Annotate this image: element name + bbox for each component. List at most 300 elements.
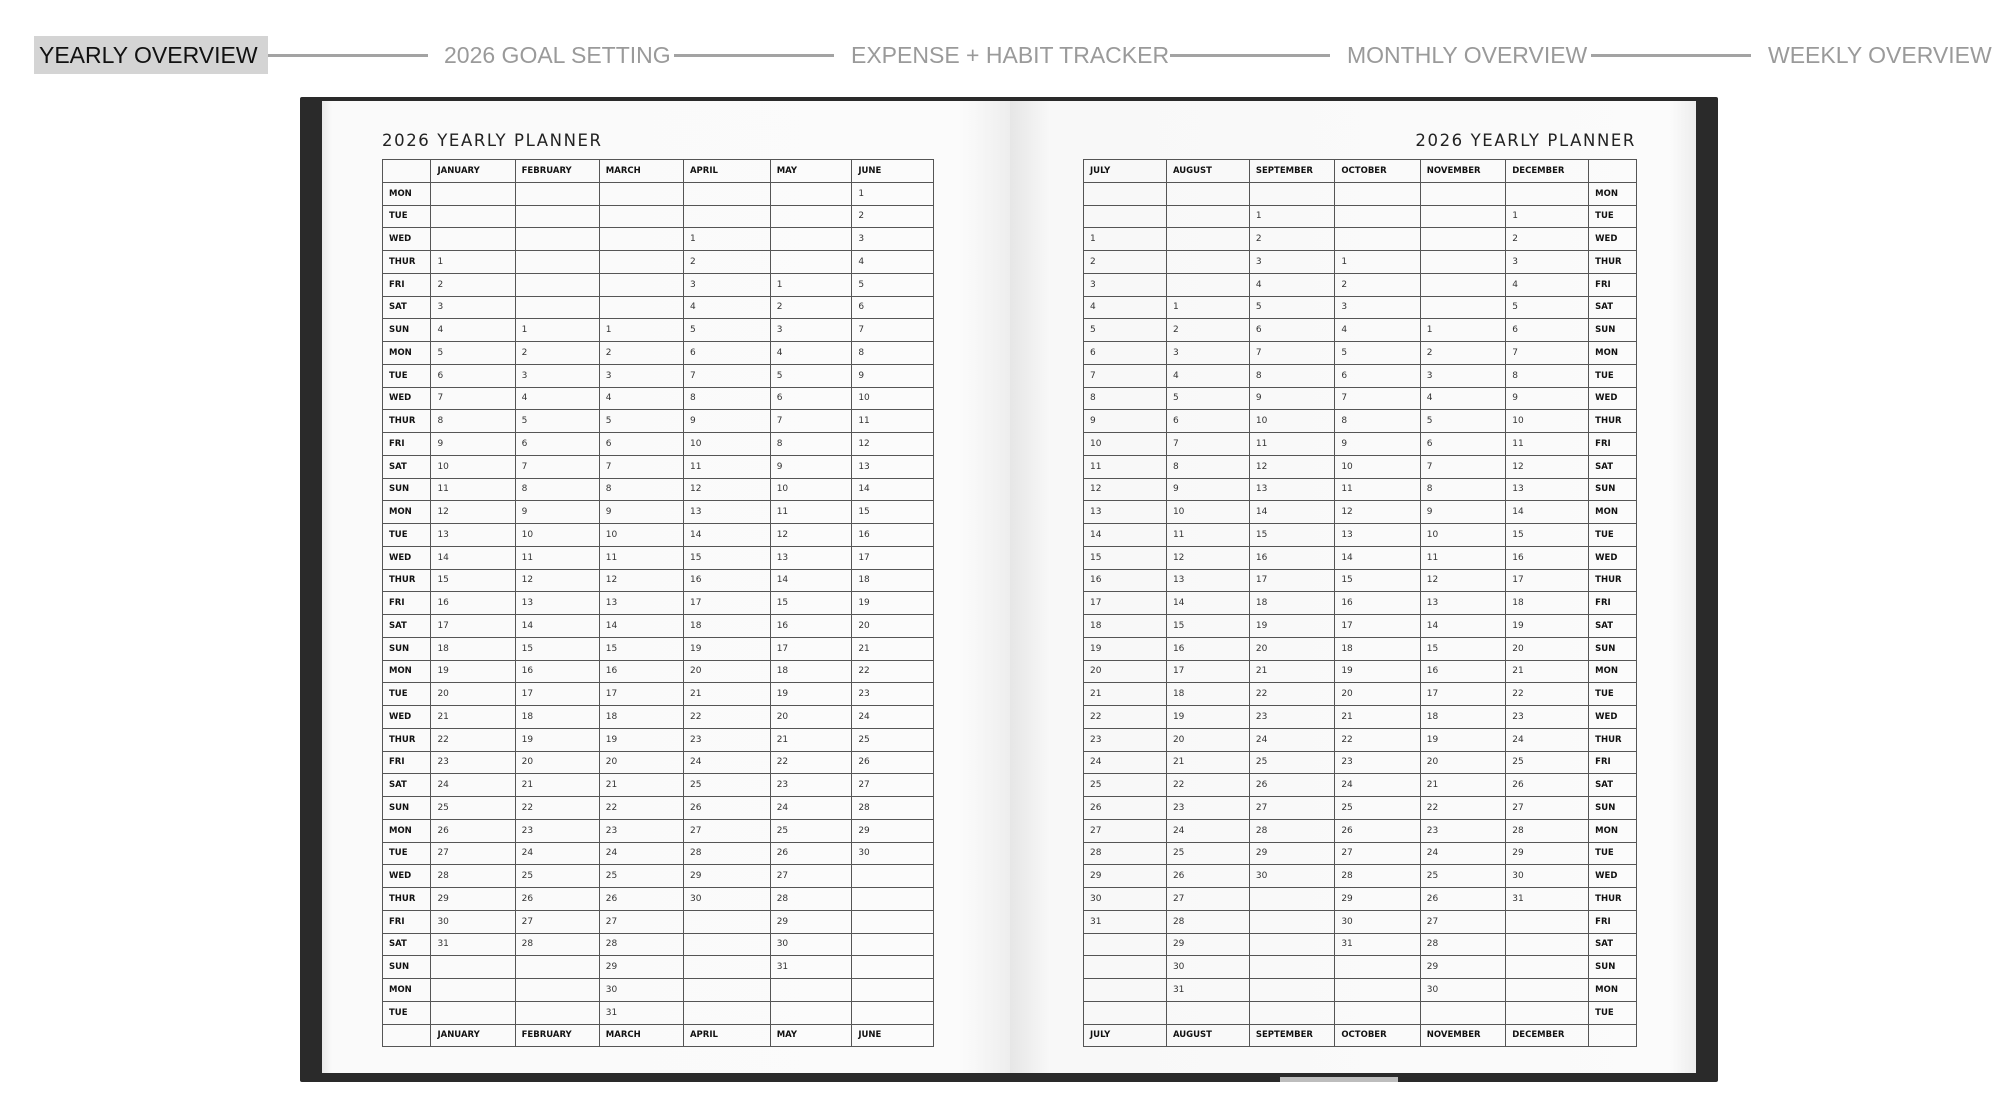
- date-cell[interactable]: 29: [770, 910, 852, 933]
- date-cell[interactable]: 20: [1166, 728, 1249, 751]
- date-cell[interactable]: 12: [1249, 455, 1334, 478]
- date-cell[interactable]: [683, 910, 770, 933]
- date-cell[interactable]: 10: [770, 478, 852, 501]
- date-cell[interactable]: 22: [1249, 683, 1334, 706]
- date-cell[interactable]: 22: [599, 797, 683, 820]
- date-cell[interactable]: 7: [599, 455, 683, 478]
- date-cell[interactable]: 8: [599, 478, 683, 501]
- date-cell[interactable]: 15: [1506, 524, 1589, 547]
- date-cell[interactable]: 15: [599, 637, 683, 660]
- date-cell[interactable]: 18: [431, 637, 515, 660]
- date-cell[interactable]: [1420, 1001, 1505, 1024]
- date-cell[interactable]: 14: [770, 569, 852, 592]
- date-cell[interactable]: 15: [1249, 524, 1334, 547]
- date-cell[interactable]: 14: [1420, 615, 1505, 638]
- date-cell[interactable]: [770, 228, 852, 251]
- date-cell[interactable]: 26: [1166, 865, 1249, 888]
- date-cell[interactable]: 17: [1506, 569, 1589, 592]
- date-cell[interactable]: 19: [770, 683, 852, 706]
- date-cell[interactable]: [1249, 933, 1334, 956]
- date-cell[interactable]: 31: [1084, 910, 1167, 933]
- date-cell[interactable]: 28: [431, 865, 515, 888]
- date-cell[interactable]: [770, 205, 852, 228]
- date-cell[interactable]: 16: [599, 660, 683, 683]
- date-cell[interactable]: 19: [599, 728, 683, 751]
- date-cell[interactable]: 5: [1335, 342, 1420, 365]
- date-cell[interactable]: 31: [599, 1001, 683, 1024]
- date-cell[interactable]: 3: [1506, 251, 1589, 274]
- date-cell[interactable]: 17: [770, 637, 852, 660]
- date-cell[interactable]: 18: [1420, 706, 1505, 729]
- date-cell[interactable]: 13: [515, 592, 599, 615]
- date-cell[interactable]: 20: [770, 706, 852, 729]
- date-cell[interactable]: [599, 296, 683, 319]
- date-cell[interactable]: 4: [1506, 273, 1589, 296]
- date-cell[interactable]: 10: [515, 524, 599, 547]
- date-cell[interactable]: 13: [431, 524, 515, 547]
- date-cell[interactable]: [1084, 979, 1167, 1002]
- date-cell[interactable]: [431, 228, 515, 251]
- date-cell[interactable]: 11: [683, 455, 770, 478]
- date-cell[interactable]: 10: [1166, 501, 1249, 524]
- date-cell[interactable]: 3: [1166, 342, 1249, 365]
- date-cell[interactable]: 12: [1420, 569, 1505, 592]
- date-cell[interactable]: 4: [852, 251, 934, 274]
- date-cell[interactable]: 28: [683, 842, 770, 865]
- date-cell[interactable]: 28: [1335, 865, 1420, 888]
- date-cell[interactable]: 14: [1335, 546, 1420, 569]
- date-cell[interactable]: [1506, 933, 1589, 956]
- date-cell[interactable]: 16: [431, 592, 515, 615]
- nav-tab-expense-habit-tracker[interactable]: EXPENSE + HABIT TRACKER: [851, 42, 1170, 68]
- date-cell[interactable]: 6: [515, 433, 599, 456]
- date-cell[interactable]: 24: [515, 842, 599, 865]
- date-cell[interactable]: 22: [431, 728, 515, 751]
- date-cell[interactable]: [1420, 296, 1505, 319]
- date-cell[interactable]: 14: [1249, 501, 1334, 524]
- date-cell[interactable]: [515, 979, 599, 1002]
- date-cell[interactable]: [1249, 182, 1334, 205]
- date-cell[interactable]: 2: [515, 342, 599, 365]
- date-cell[interactable]: 5: [770, 364, 852, 387]
- date-cell[interactable]: 24: [599, 842, 683, 865]
- date-cell[interactable]: 17: [431, 615, 515, 638]
- date-cell[interactable]: [599, 251, 683, 274]
- date-cell[interactable]: 13: [1249, 478, 1334, 501]
- date-cell[interactable]: [1084, 1001, 1167, 1024]
- date-cell[interactable]: 13: [1335, 524, 1420, 547]
- date-cell[interactable]: 19: [1084, 637, 1167, 660]
- date-cell[interactable]: 18: [683, 615, 770, 638]
- date-cell[interactable]: [683, 979, 770, 1002]
- date-cell[interactable]: 1: [1166, 296, 1249, 319]
- date-cell[interactable]: 27: [1166, 888, 1249, 911]
- date-cell[interactable]: 24: [431, 774, 515, 797]
- date-cell[interactable]: 8: [683, 387, 770, 410]
- date-cell[interactable]: 6: [599, 433, 683, 456]
- date-cell[interactable]: [1335, 1001, 1420, 1024]
- date-cell[interactable]: 2: [431, 273, 515, 296]
- date-cell[interactable]: 20: [1249, 637, 1334, 660]
- date-cell[interactable]: 25: [770, 819, 852, 842]
- date-cell[interactable]: 9: [1420, 501, 1505, 524]
- date-cell[interactable]: 12: [599, 569, 683, 592]
- date-cell[interactable]: 23: [683, 728, 770, 751]
- date-cell[interactable]: 2: [1249, 228, 1334, 251]
- date-cell[interactable]: 15: [1335, 569, 1420, 592]
- date-cell[interactable]: 21: [431, 706, 515, 729]
- date-cell[interactable]: 9: [1166, 478, 1249, 501]
- date-cell[interactable]: 27: [431, 842, 515, 865]
- date-cell[interactable]: 15: [1166, 615, 1249, 638]
- date-cell[interactable]: 20: [599, 751, 683, 774]
- date-cell[interactable]: [1084, 956, 1167, 979]
- date-cell[interactable]: 17: [1166, 660, 1249, 683]
- date-cell[interactable]: 26: [1420, 888, 1505, 911]
- date-cell[interactable]: 1: [1335, 251, 1420, 274]
- date-cell[interactable]: 29: [1084, 865, 1167, 888]
- date-cell[interactable]: 18: [515, 706, 599, 729]
- date-cell[interactable]: 8: [1420, 478, 1505, 501]
- date-cell[interactable]: 12: [852, 433, 934, 456]
- date-cell[interactable]: 17: [599, 683, 683, 706]
- date-cell[interactable]: 25: [1084, 774, 1167, 797]
- date-cell[interactable]: 9: [599, 501, 683, 524]
- date-cell[interactable]: 16: [1506, 546, 1589, 569]
- date-cell[interactable]: 17: [1335, 615, 1420, 638]
- date-cell[interactable]: 28: [770, 888, 852, 911]
- date-cell[interactable]: 10: [1249, 410, 1334, 433]
- date-cell[interactable]: 12: [1166, 546, 1249, 569]
- date-cell[interactable]: 29: [683, 865, 770, 888]
- date-cell[interactable]: 28: [1084, 842, 1167, 865]
- date-cell[interactable]: 14: [515, 615, 599, 638]
- date-cell[interactable]: 21: [683, 683, 770, 706]
- date-cell[interactable]: [1506, 979, 1589, 1002]
- date-cell[interactable]: 12: [1084, 478, 1167, 501]
- date-cell[interactable]: 6: [852, 296, 934, 319]
- date-cell[interactable]: 2: [1166, 319, 1249, 342]
- date-cell[interactable]: 14: [683, 524, 770, 547]
- date-cell[interactable]: 20: [852, 615, 934, 638]
- date-cell[interactable]: 1: [683, 228, 770, 251]
- date-cell[interactable]: [1420, 273, 1505, 296]
- date-cell[interactable]: 8: [852, 342, 934, 365]
- date-cell[interactable]: [1335, 182, 1420, 205]
- date-cell[interactable]: [1249, 910, 1334, 933]
- date-cell[interactable]: [515, 228, 599, 251]
- date-cell[interactable]: 30: [1084, 888, 1167, 911]
- date-cell[interactable]: 11: [1166, 524, 1249, 547]
- date-cell[interactable]: 28: [515, 933, 599, 956]
- date-cell[interactable]: [1249, 956, 1334, 979]
- date-cell[interactable]: [852, 1001, 934, 1024]
- date-cell[interactable]: 25: [852, 728, 934, 751]
- date-cell[interactable]: 19: [431, 660, 515, 683]
- date-cell[interactable]: 21: [770, 728, 852, 751]
- date-cell[interactable]: 7: [770, 410, 852, 433]
- date-cell[interactable]: 8: [1249, 364, 1334, 387]
- date-cell[interactable]: 12: [1506, 455, 1589, 478]
- date-cell[interactable]: 25: [515, 865, 599, 888]
- date-cell[interactable]: 20: [431, 683, 515, 706]
- date-cell[interactable]: 25: [1335, 797, 1420, 820]
- date-cell[interactable]: 3: [599, 364, 683, 387]
- date-cell[interactable]: 13: [1084, 501, 1167, 524]
- date-cell[interactable]: 21: [1249, 660, 1334, 683]
- date-cell[interactable]: 11: [1249, 433, 1334, 456]
- date-cell[interactable]: [1335, 956, 1420, 979]
- date-cell[interactable]: 9: [770, 455, 852, 478]
- date-cell[interactable]: [852, 979, 934, 1002]
- date-cell[interactable]: 18: [770, 660, 852, 683]
- date-cell[interactable]: 15: [852, 501, 934, 524]
- date-cell[interactable]: 3: [515, 364, 599, 387]
- date-cell[interactable]: 30: [1506, 865, 1589, 888]
- date-cell[interactable]: [1506, 956, 1589, 979]
- date-cell[interactable]: 9: [852, 364, 934, 387]
- date-cell[interactable]: [852, 865, 934, 888]
- date-cell[interactable]: 20: [1420, 751, 1505, 774]
- date-cell[interactable]: 9: [1335, 433, 1420, 456]
- date-cell[interactable]: [770, 979, 852, 1002]
- date-cell[interactable]: 19: [1506, 615, 1589, 638]
- date-cell[interactable]: 27: [1249, 797, 1334, 820]
- date-cell[interactable]: 4: [770, 342, 852, 365]
- date-cell[interactable]: [1084, 205, 1167, 228]
- date-cell[interactable]: 16: [1335, 592, 1420, 615]
- date-cell[interactable]: 28: [1166, 910, 1249, 933]
- date-cell[interactable]: 4: [1420, 387, 1505, 410]
- date-cell[interactable]: 15: [1420, 637, 1505, 660]
- date-cell[interactable]: 7: [1166, 433, 1249, 456]
- date-cell[interactable]: 4: [431, 319, 515, 342]
- date-cell[interactable]: 6: [431, 364, 515, 387]
- date-cell[interactable]: [1166, 182, 1249, 205]
- date-cell[interactable]: 20: [515, 751, 599, 774]
- date-cell[interactable]: 3: [770, 319, 852, 342]
- date-cell[interactable]: 19: [1335, 660, 1420, 683]
- date-cell[interactable]: 17: [1420, 683, 1505, 706]
- date-cell[interactable]: 31: [1335, 933, 1420, 956]
- date-cell[interactable]: 5: [1420, 410, 1505, 433]
- date-cell[interactable]: 3: [852, 228, 934, 251]
- date-cell[interactable]: 31: [1506, 888, 1589, 911]
- date-cell[interactable]: 3: [431, 296, 515, 319]
- date-cell[interactable]: 8: [515, 478, 599, 501]
- date-cell[interactable]: 1: [431, 251, 515, 274]
- date-cell[interactable]: 2: [599, 342, 683, 365]
- date-cell[interactable]: 10: [1506, 410, 1589, 433]
- date-cell[interactable]: 18: [1249, 592, 1334, 615]
- date-cell[interactable]: [515, 1001, 599, 1024]
- date-cell[interactable]: 1: [852, 182, 934, 205]
- date-cell[interactable]: 12: [431, 501, 515, 524]
- date-cell[interactable]: 22: [1335, 728, 1420, 751]
- date-cell[interactable]: 22: [852, 660, 934, 683]
- date-cell[interactable]: 2: [1335, 273, 1420, 296]
- date-cell[interactable]: 10: [599, 524, 683, 547]
- date-cell[interactable]: 4: [1084, 296, 1167, 319]
- date-cell[interactable]: 7: [683, 364, 770, 387]
- date-cell[interactable]: 12: [770, 524, 852, 547]
- date-cell[interactable]: 11: [515, 546, 599, 569]
- date-cell[interactable]: 30: [770, 933, 852, 956]
- date-cell[interactable]: 19: [683, 637, 770, 660]
- date-cell[interactable]: 18: [599, 706, 683, 729]
- date-cell[interactable]: 31: [1166, 979, 1249, 1002]
- date-cell[interactable]: 23: [431, 751, 515, 774]
- date-cell[interactable]: 6: [1084, 342, 1167, 365]
- date-cell[interactable]: 24: [1084, 751, 1167, 774]
- date-cell[interactable]: 8: [770, 433, 852, 456]
- date-cell[interactable]: 5: [1084, 319, 1167, 342]
- date-cell[interactable]: 18: [1506, 592, 1589, 615]
- date-cell[interactable]: 26: [431, 819, 515, 842]
- date-cell[interactable]: [1084, 933, 1167, 956]
- date-cell[interactable]: 14: [852, 478, 934, 501]
- date-cell[interactable]: [1335, 205, 1420, 228]
- date-cell[interactable]: 7: [515, 455, 599, 478]
- date-cell[interactable]: 6: [770, 387, 852, 410]
- date-cell[interactable]: 11: [1506, 433, 1589, 456]
- date-cell[interactable]: 13: [1420, 592, 1505, 615]
- date-cell[interactable]: 18: [852, 569, 934, 592]
- date-cell[interactable]: 30: [1335, 910, 1420, 933]
- date-cell[interactable]: 10: [683, 433, 770, 456]
- date-cell[interactable]: 5: [852, 273, 934, 296]
- date-cell[interactable]: 11: [770, 501, 852, 524]
- date-cell[interactable]: [1166, 228, 1249, 251]
- date-cell[interactable]: 17: [683, 592, 770, 615]
- date-cell[interactable]: 23: [852, 683, 934, 706]
- date-cell[interactable]: [599, 273, 683, 296]
- date-cell[interactable]: [1420, 228, 1505, 251]
- date-cell[interactable]: [431, 956, 515, 979]
- date-cell[interactable]: [1166, 205, 1249, 228]
- date-cell[interactable]: 29: [1420, 956, 1505, 979]
- date-cell[interactable]: 27: [599, 910, 683, 933]
- date-cell[interactable]: 8: [1335, 410, 1420, 433]
- date-cell[interactable]: 13: [852, 455, 934, 478]
- date-cell[interactable]: 7: [1084, 364, 1167, 387]
- date-cell[interactable]: 29: [852, 819, 934, 842]
- date-cell[interactable]: 26: [515, 888, 599, 911]
- date-cell[interactable]: 22: [683, 706, 770, 729]
- nav-tab-yearly-overview[interactable]: YEARLY OVERVIEW: [34, 36, 268, 74]
- date-cell[interactable]: 10: [431, 455, 515, 478]
- date-cell[interactable]: 2: [770, 296, 852, 319]
- date-cell[interactable]: [852, 888, 934, 911]
- date-cell[interactable]: 15: [515, 637, 599, 660]
- date-cell[interactable]: [683, 956, 770, 979]
- date-cell[interactable]: 24: [1420, 842, 1505, 865]
- date-cell[interactable]: 31: [770, 956, 852, 979]
- date-cell[interactable]: 21: [1166, 751, 1249, 774]
- date-cell[interactable]: 26: [599, 888, 683, 911]
- date-cell[interactable]: 1: [599, 319, 683, 342]
- date-cell[interactable]: [515, 273, 599, 296]
- nav-tab-weekly-overview[interactable]: WEEKLY OVERVIEW: [1768, 42, 1992, 68]
- date-cell[interactable]: 30: [599, 979, 683, 1002]
- date-cell[interactable]: 20: [1335, 683, 1420, 706]
- date-cell[interactable]: 4: [599, 387, 683, 410]
- date-cell[interactable]: 21: [599, 774, 683, 797]
- date-cell[interactable]: 21: [852, 637, 934, 660]
- date-cell[interactable]: 10: [1335, 455, 1420, 478]
- date-cell[interactable]: 4: [1249, 273, 1334, 296]
- date-cell[interactable]: 13: [1506, 478, 1589, 501]
- date-cell[interactable]: [683, 182, 770, 205]
- date-cell[interactable]: [515, 251, 599, 274]
- date-cell[interactable]: 17: [1249, 569, 1334, 592]
- date-cell[interactable]: 30: [1249, 865, 1334, 888]
- date-cell[interactable]: 8: [1166, 455, 1249, 478]
- date-cell[interactable]: 17: [515, 683, 599, 706]
- date-cell[interactable]: 19: [1166, 706, 1249, 729]
- date-cell[interactable]: 18: [1084, 615, 1167, 638]
- date-cell[interactable]: 19: [1420, 728, 1505, 751]
- date-cell[interactable]: 28: [852, 797, 934, 820]
- date-cell[interactable]: 7: [1420, 455, 1505, 478]
- date-cell[interactable]: 21: [1335, 706, 1420, 729]
- date-cell[interactable]: 23: [1420, 819, 1505, 842]
- date-cell[interactable]: 14: [1166, 592, 1249, 615]
- date-cell[interactable]: 16: [1249, 546, 1334, 569]
- date-cell[interactable]: 23: [1166, 797, 1249, 820]
- date-cell[interactable]: 26: [683, 797, 770, 820]
- date-cell[interactable]: 26: [1084, 797, 1167, 820]
- date-cell[interactable]: 16: [1166, 637, 1249, 660]
- date-cell[interactable]: 2: [1084, 251, 1167, 274]
- date-cell[interactable]: 24: [1335, 774, 1420, 797]
- date-cell[interactable]: 1: [515, 319, 599, 342]
- date-cell[interactable]: 29: [1506, 842, 1589, 865]
- date-cell[interactable]: 8: [431, 410, 515, 433]
- date-cell[interactable]: 13: [1166, 569, 1249, 592]
- date-cell[interactable]: 10: [1084, 433, 1167, 456]
- date-cell[interactable]: 9: [1249, 387, 1334, 410]
- date-cell[interactable]: 7: [1335, 387, 1420, 410]
- date-cell[interactable]: 24: [1249, 728, 1334, 751]
- date-cell[interactable]: 5: [431, 342, 515, 365]
- date-cell[interactable]: 10: [1420, 524, 1505, 547]
- date-cell[interactable]: 27: [1506, 797, 1589, 820]
- date-cell[interactable]: 21: [1506, 660, 1589, 683]
- date-cell[interactable]: 16: [852, 524, 934, 547]
- date-cell[interactable]: 3: [1420, 364, 1505, 387]
- date-cell[interactable]: 10: [852, 387, 934, 410]
- date-cell[interactable]: 1: [1420, 319, 1505, 342]
- date-cell[interactable]: [852, 956, 934, 979]
- date-cell[interactable]: [852, 933, 934, 956]
- date-cell[interactable]: 22: [1084, 706, 1167, 729]
- date-cell[interactable]: 12: [515, 569, 599, 592]
- date-cell[interactable]: 30: [852, 842, 934, 865]
- date-cell[interactable]: 28: [1506, 819, 1589, 842]
- date-cell[interactable]: 28: [599, 933, 683, 956]
- date-cell[interactable]: 6: [1249, 319, 1334, 342]
- date-cell[interactable]: [431, 182, 515, 205]
- date-cell[interactable]: [1166, 251, 1249, 274]
- date-cell[interactable]: 2: [683, 251, 770, 274]
- date-cell[interactable]: 18: [1166, 683, 1249, 706]
- date-cell[interactable]: 29: [431, 888, 515, 911]
- date-cell[interactable]: [599, 205, 683, 228]
- date-cell[interactable]: 23: [1084, 728, 1167, 751]
- date-cell[interactable]: [1506, 1001, 1589, 1024]
- date-cell[interactable]: [852, 910, 934, 933]
